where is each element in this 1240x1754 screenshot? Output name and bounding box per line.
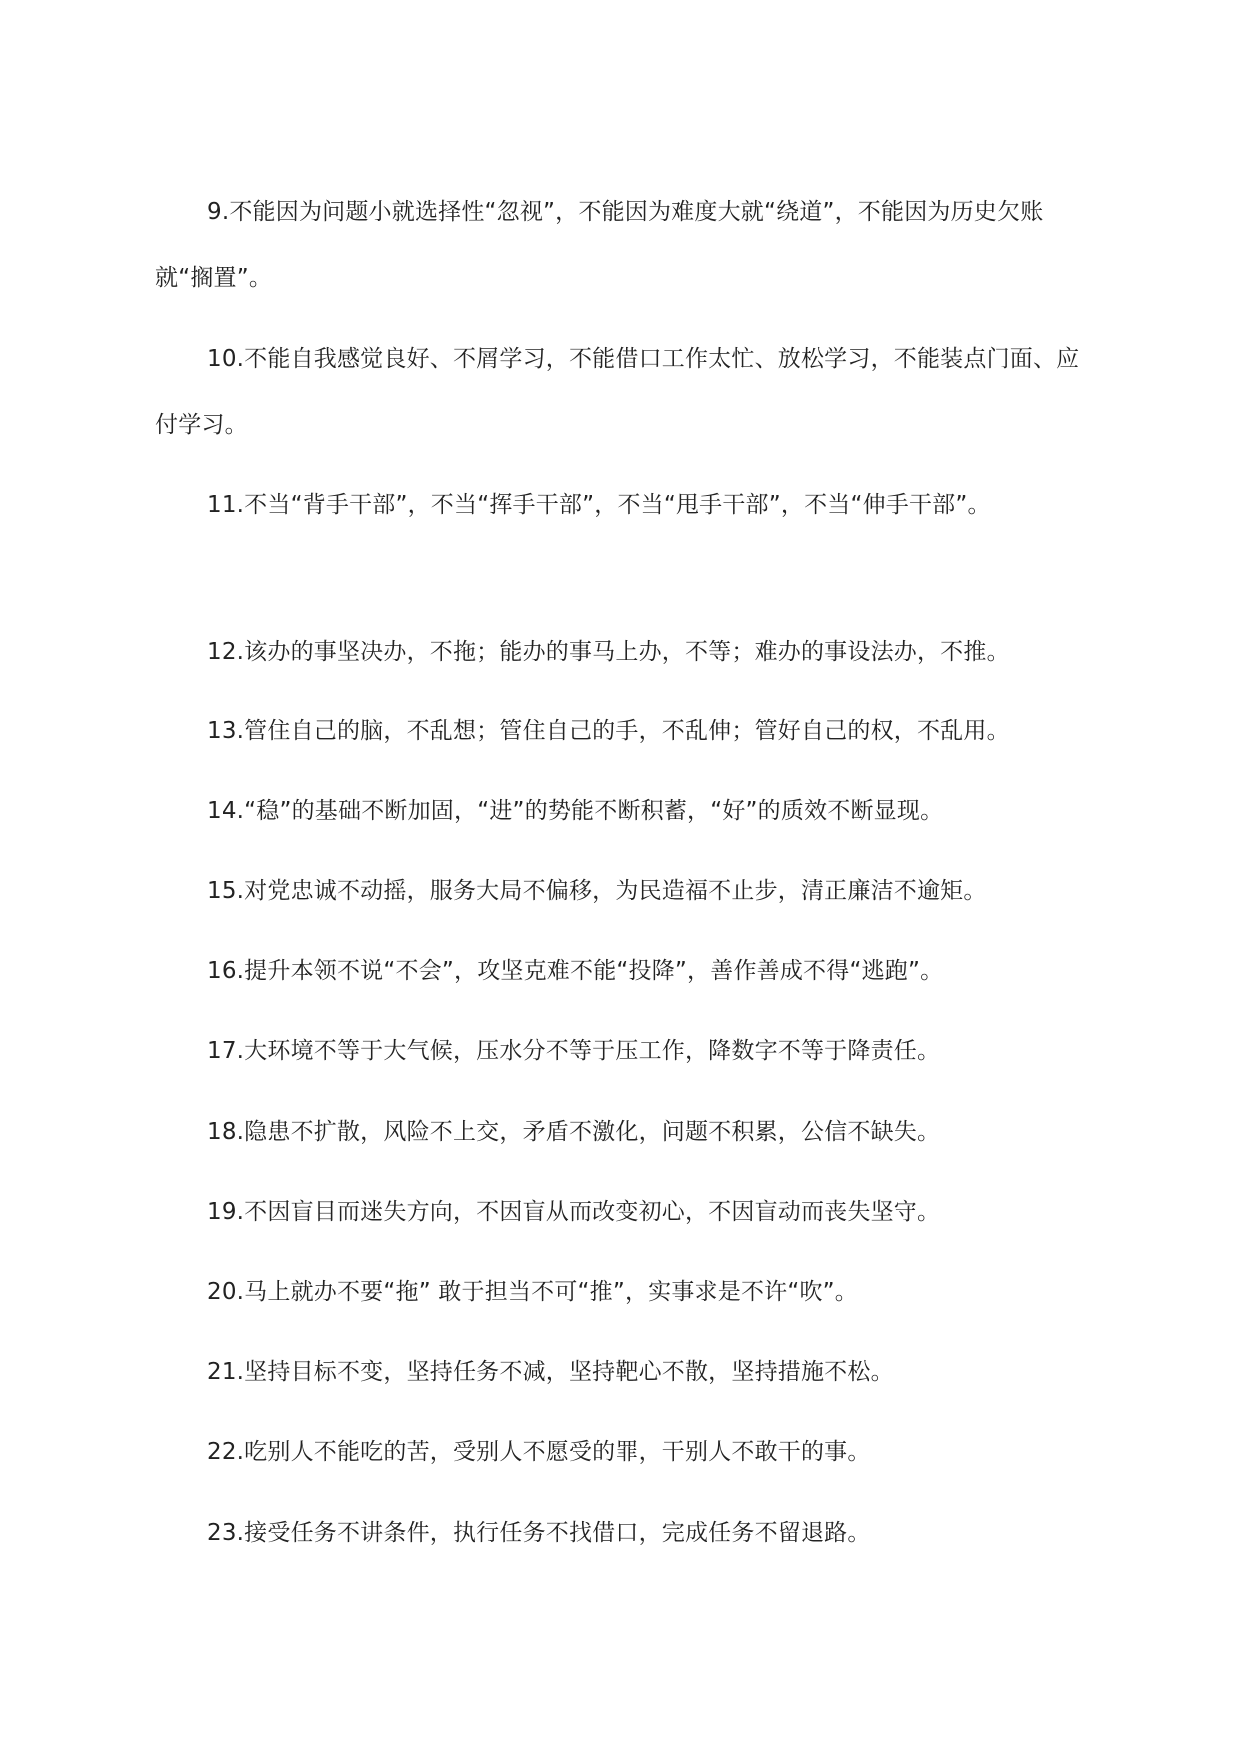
paragraph-item-15: 15.对党忠诚不动摇，服务大局不偏移，为民造福不止步，清正廉洁不逾矩。 <box>207 878 987 904</box>
paragraph-item-23: 23.接受任务不讲条件，执行任务不找借口，完成任务不留退路。 <box>207 1520 871 1546</box>
paragraph-item-9: 9.不能因为问题小就选择性“忽视”，不能因为难度大就“绕道”，不能因为历史欠账就“搁置”。 <box>155 199 1044 291</box>
paragraph-item-21: 21.坚持目标不变，坚持任务不减，坚持靶心不散，坚持措施不松。 <box>207 1359 894 1385</box>
paragraph-item-11: 11.不当“背手干部”，不当“挥手干部”，不当“甩手干部”，不当“伸手干部”。 <box>207 492 991 518</box>
paragraph-item-14: 14.“稳”的基础不断加固，“进”的势能不断积蓄，“好”的质效不断显现。 <box>207 798 944 824</box>
paragraph-item-18: 18.隐患不扩散，风险不上交，矛盾不激化，问题不积累，公信不缺失。 <box>207 1119 941 1145</box>
paragraph-item-19: 19.不因盲目而迷失方向，不因盲从而改变初心，不因盲动而丧失坚守。 <box>207 1199 941 1225</box>
paragraph-item-22: 22.吃别人不能吃的苦，受别人不愿受的罪，干别人不敢干的事。 <box>207 1439 871 1465</box>
paragraph-item-12: 12.该办的事坚决办，不拖；能办的事马上办，不等；难办的事设法办，不推。 <box>207 639 1010 665</box>
paragraph-item-16: 16.提升本领不说“不会”，攻坚克难不能“投降”，善作善成不得“逃跑”。 <box>207 958 944 984</box>
paragraph-item-17: 17.大环境不等于大气候，压水分不等于压工作，降数字不等于降责任。 <box>207 1038 941 1064</box>
paragraph-item-10: 10.不能自我感觉良好、不屑学习，不能借口工作太忙、放松学习，不能装点门面、应付学习。 <box>155 346 1080 438</box>
paragraph-item-13: 13.管住自己的脑，不乱想；管住自己的手，不乱伸；管好自己的权，不乱用。 <box>207 718 1010 744</box>
paragraph-item-20: 20.马上就办不要“拖” 敢于担当不可“推”，实事求是不许“吹”。 <box>207 1279 858 1305</box>
